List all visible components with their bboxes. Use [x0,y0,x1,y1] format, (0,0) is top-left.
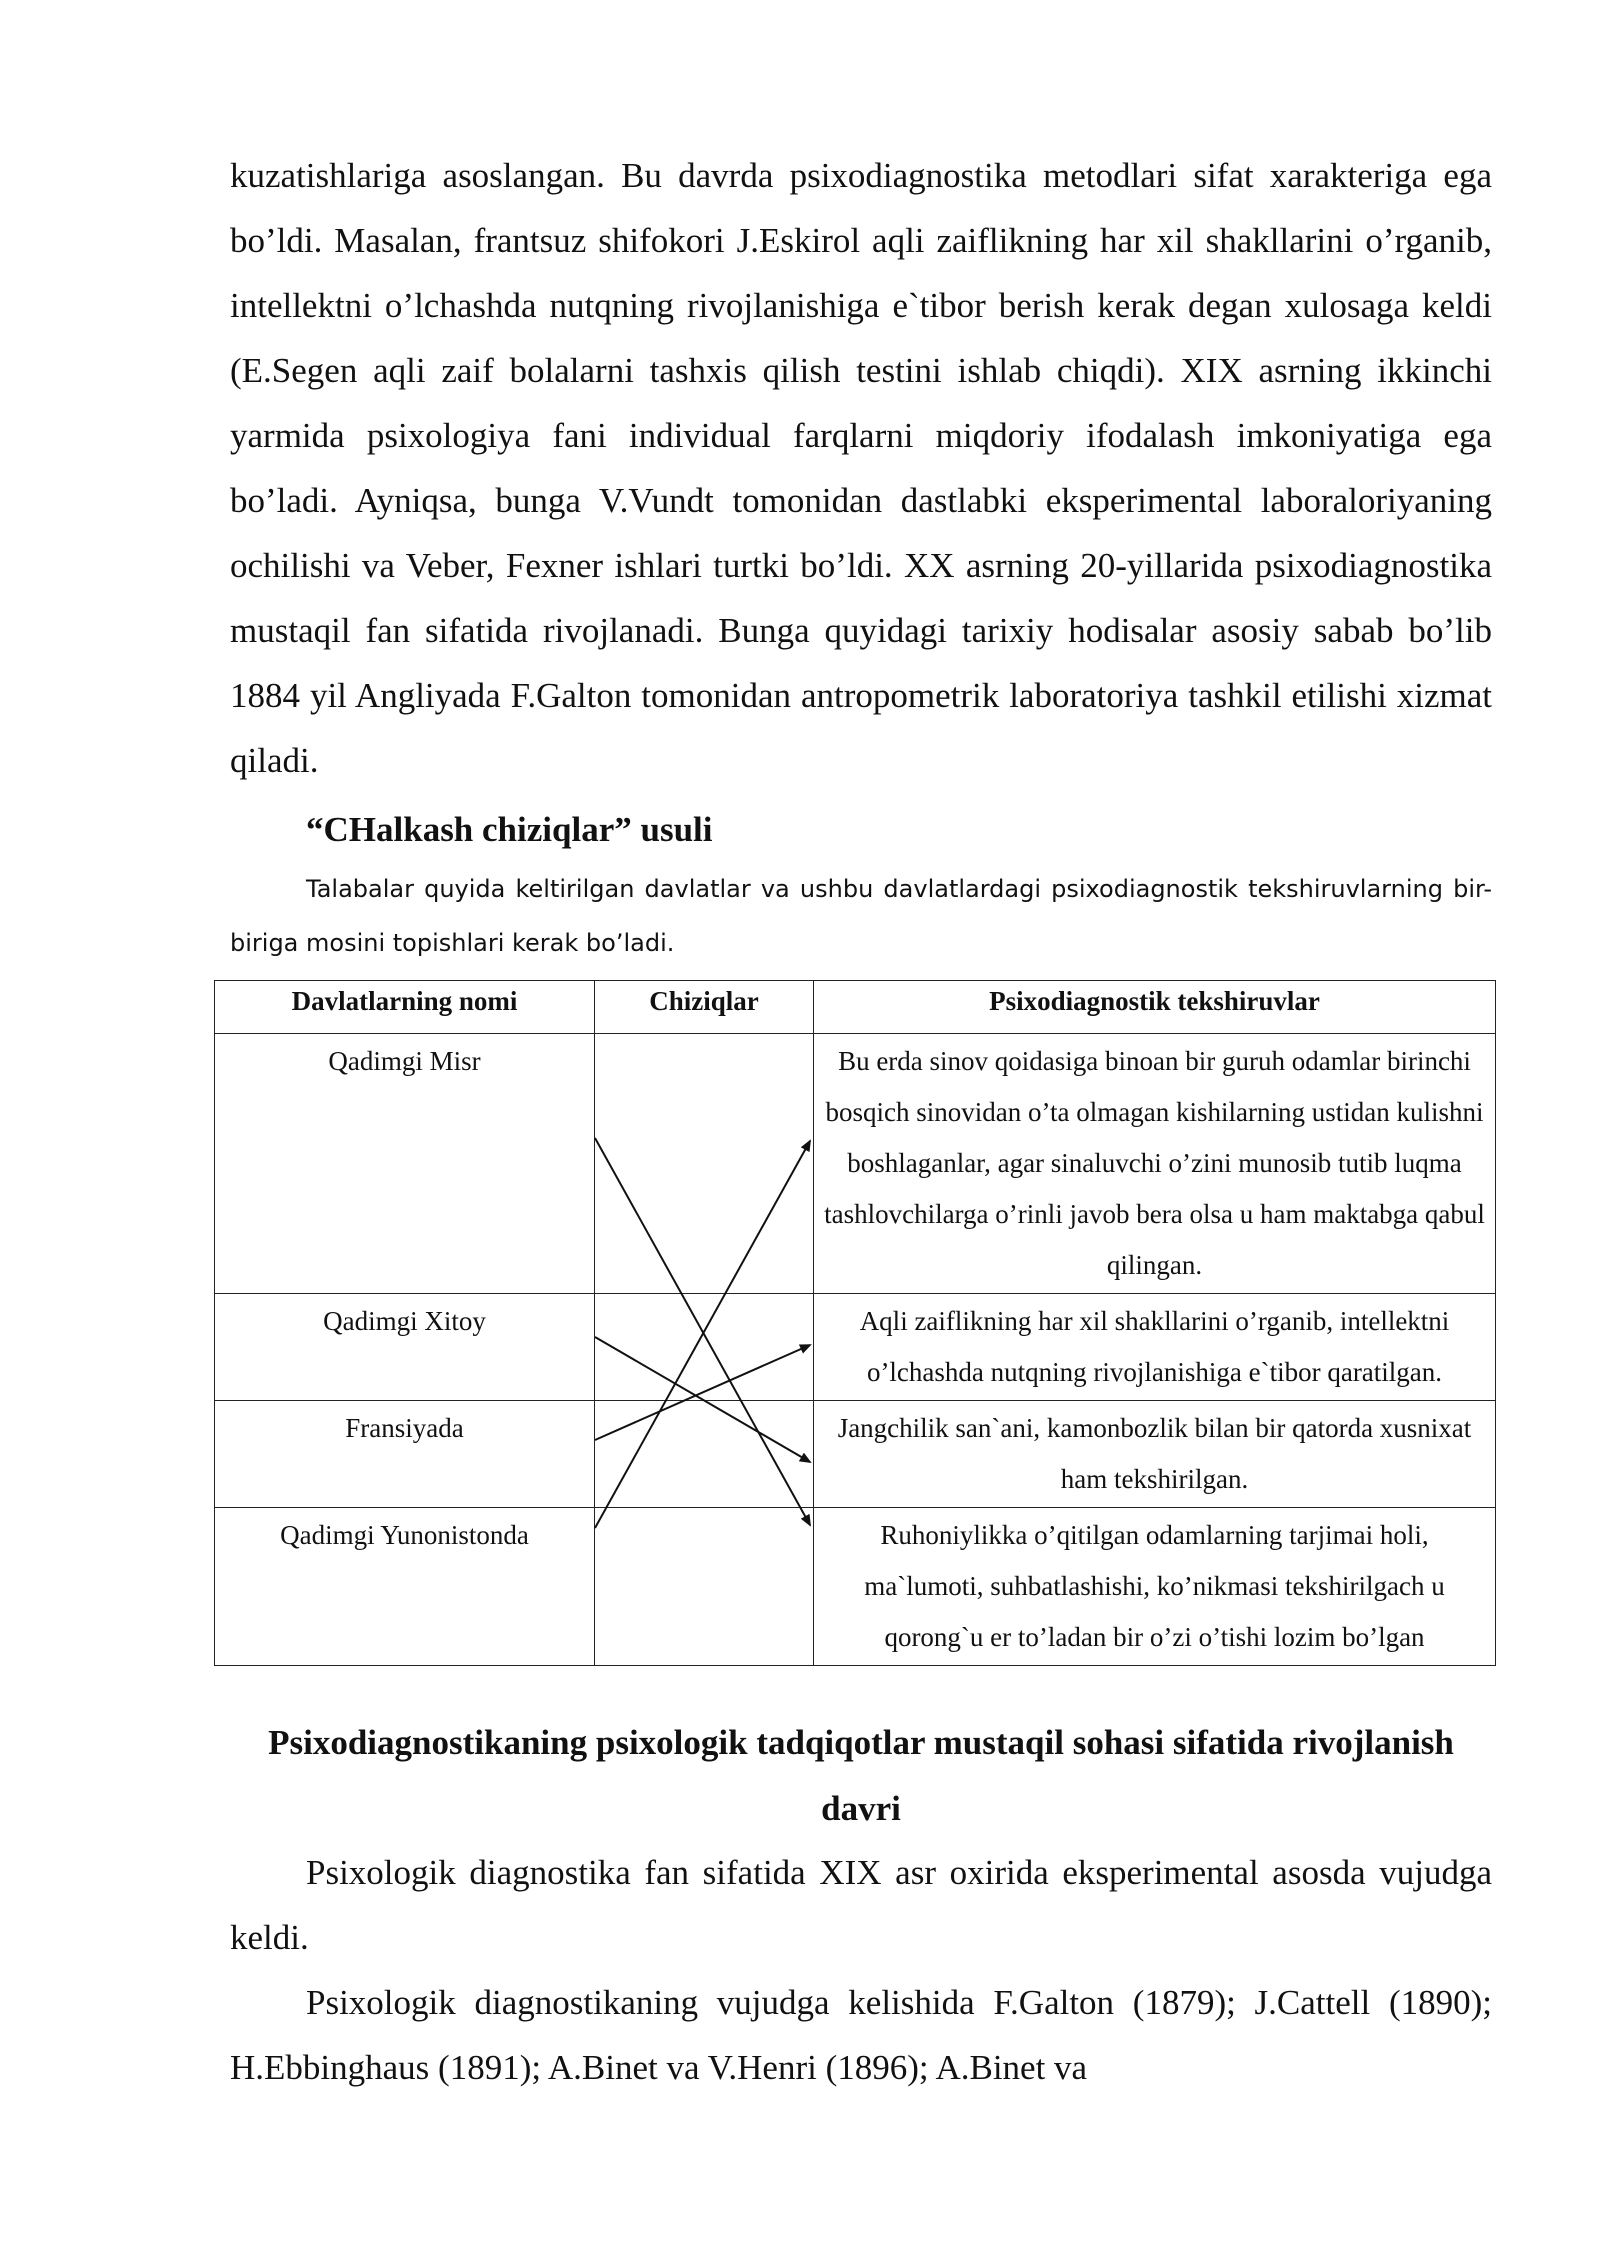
table-row [215,1508,1496,1666]
lines-cell [595,1508,814,1666]
header-lines: Chiziqlar [595,981,814,1034]
intro-paragraph: kuzatishlariga asoslangan. Bu davrda psixodiagnostika metodlari sifat xarakteriga ega bo’ldi. Masalan, frantsuz shifokori J.Eskirol aqli zaiflikning har xil shakllarini o’rganib, intellektni o’lchashda nutqning rivojlanishiga e`tibor berish kerak degan xulosaga keldi (E.Segen aqli zaif bolalarni tashxis qilish testini ishlab chiqdi). XIX asrning ikkinchi yarmida psixologiya fani individual farqlarni miqdoriy ifodalash imkoniyatiga ega bo’ladi. Ayniqsa, bunga V.Vundt tomonidan dastlabki eksperimental laboraloriyaning ochilishi va Veber, Fexner ishlari turtki bo’ldi. XX asrning 20-yillarida psixodiagnostika mustaqil fan sifatida rivojlanadi. Bunga quyidagi tarixiy hodisalar asosiy sabab bo’lib 1884 yil Angliyada F.Galton tomonidan antropometrik laboratoriya tashkil etilishi xizmat qiladi. [230,156,1492,780]
section-title: Psixodiagnostikaning psixologik tadqiqotlar mustaqil sohasi sifatida rivojlanish davri [268,1723,1454,1828]
description-cell: Jangchilik san`ani, kamonbozlik bilan bir qatorda xusnixat ham tekshirilgan. [814,1401,1496,1508]
lines-cell [595,1034,814,1294]
matching-table-wrapper [214,980,1495,1655]
paragraph-3: Psixologik diagnostikaning vujudga kelishida F.Galton (1879); J.Cattell (1890); H.Ebbinghaus (1891); A.Binet va V.Henri (1896); A.Binet va [230,1983,1492,2087]
paragraph-2: Psixologik diagnostika fan sifatida XIX asr oxirida eksperimental asosda vujudga keldi. [230,1853,1492,1957]
table-row [215,1034,1496,1294]
country-cell: Qadimgi Xitoy [215,1294,595,1401]
country-cell: Qadimgi Misr [215,1034,595,1294]
table-row [215,1401,1496,1508]
lines-cell [595,1294,814,1401]
lines-cell [595,1401,814,1508]
matching-table [214,980,1496,1666]
header-examinations: Psixodiagnostik tekshiruvlar [814,981,1496,1034]
table-row [215,1294,1496,1401]
description-cell: Ruhoniylikka o’qitilgan odamlarning tarjimai holi, ma`lumoti, suhbatlashishi, ko’nikmasi tekshirilgach u qorong`u er to’ladan bir o’zi o’tishi lozim bo’lgan [814,1508,1496,1666]
header-countries: Davlatlarning nomi [215,981,595,1034]
description-cell: Bu erda sinov qoidasiga binoan bir guruh odamlar birinchi bosqich sinovidan o’ta olmagan kishilarning ustidan kulishni boshlaganlar, agar sinaluvchi o’zini munosib tutib luqma tashlovchilarga o’rinli javob bera olsa u ham maktabga qabul qilingan. [814,1034,1496,1294]
table-header-row [215,981,1496,1034]
instruction-text: Talabalar quyida keltirilgan davlatlar va ushbu davlatlardagi psixodiagnostik tekshiruvlarning bir-biriga mosini topishlari kerak bo’ladi. [230,875,1492,957]
method-title: “CHalkash chiziqlar” usuli [306,810,713,849]
country-cell: Qadimgi Yunonistonda [215,1508,595,1666]
country-cell: Fransiyada [215,1401,595,1508]
description-cell: Aqli zaiflikning har xil shakllarini o’rganib, intellektni o’lchashda nutqning rivojlanishiga e`tibor qaratilgan. [814,1294,1496,1401]
